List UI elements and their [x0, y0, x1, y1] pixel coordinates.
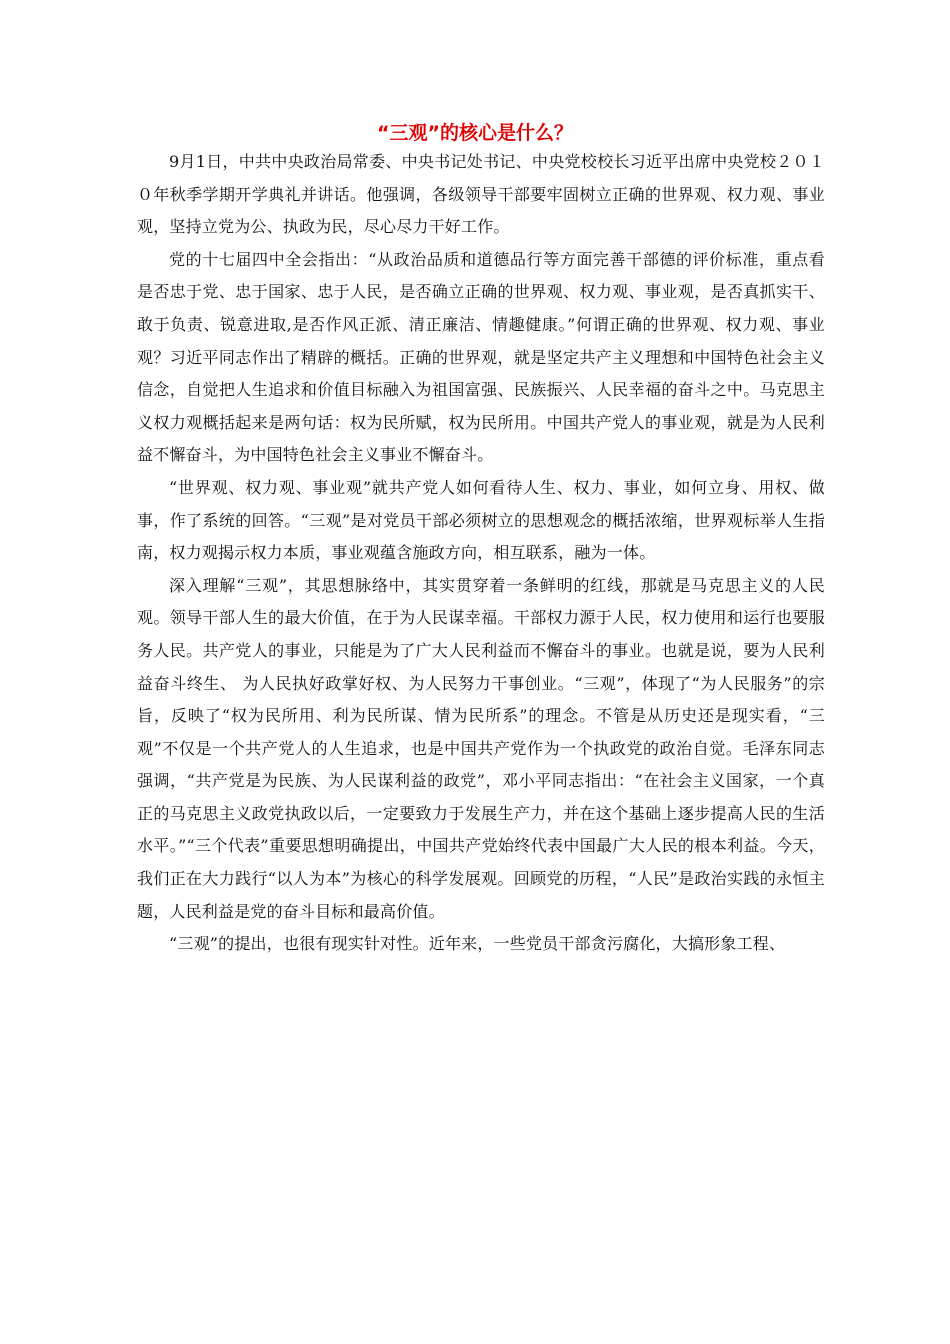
paragraph-3: “世界观、权力观、事业观”就共产党人如何看待人生、权力、事业，如何立身、用权、做事，作了系统的回答。“三观”是对党员干部必须树立的思想观念的概括浓缩，世界观标举人生指南，权力观揭示权力本质，事业观蕴含施政方向，相互联系，融为一体。: [137, 477, 825, 563]
paragraph-4: 深入理解“三观”，其思想脉络中，其实贯穿着一条鲜明的红线，那就是马克思主义的人民观。领导干部人生的最大价值，在于为人民谋幸福。干部权力源于人民，权力使用和运行也要服务人民。共产党人的事业，只能是为了广大人民利益而不懈奋斗的事业。也就是说，要为人民利益奋斗终生、 为人民执好政掌好权、为人民努力干事创业。“三观”，体现了“为人民服务”的宗旨，反映了“权为民所用、利为民所谋、情为民所系”的理念。不管是从历史还是现实看，“三观”不仅是一个共产党人的人生追求，也是中国共产党作为一个执政党的政治自觉。毛泽东同志强调，“共产党是为民族、为人民谋利益的政党”，邓小平同志指出：“在社会主义国家，一个真正的马克思主义政党执政以后，一定要致力于发展生产力，并在这个基础上逐步提高人民的生活水平。”“三个代表”重要思想明确提出，中国共产党始终代表中国最广大人民的根本利益。今天，我们正在大力践行“以人为本”为核心的科学发展观。回顾党的历程，“人民”是政治实践的永恒主题，人民利益是党的奋斗目标和最高价值。: [137, 575, 825, 921]
document-title: “三观”的核心是什么？: [377, 122, 573, 144]
paragraph-5: “三观”的提出，也很有现实针对性。近年来，一些党员干部贪污腐化，大搞形象工程、: [169, 934, 786, 954]
paragraph-1: 9月1日，中共中央政治局常委、中央书记处书记、中央党校校长习近平出席中央党校２０１０年秋季学期开学典礼并讲话。他强调，各级领导干部要牢固树立正确的世界观、权力观、事业观，坚持立党为公、执政为民，尽心尽力干好工作。: [137, 152, 825, 237]
paragraph-2: 党的十七届四中全会指出：“从政治品质和道德品行等方面完善干部德的评价标准，重点看是否忠于党、忠于国家、忠于人民，是否确立正确的世界观、权力观、事业观，是否真抓实干、敢于负责、锐意进取,是否作风正派、清正廉洁、情趣健康。”何谓正确的世界观、权力观、事业观？习近平同志作出了精辟的概括。正确的世界观，就是坚定共产主义理想和中国特色社会主义信念，自觉把人生追求和价值目标融入为祖国富强、民族振兴、人民幸福的奋斗之中。马克思主义权力观概括起来是两句话：权为民所赋，权为民所用。中国共产党人的事业观，就是为人民利益不懈奋斗，为中国特色社会主义事业不懈奋斗。: [137, 249, 825, 465]
document-body: [137, 146, 825, 961]
